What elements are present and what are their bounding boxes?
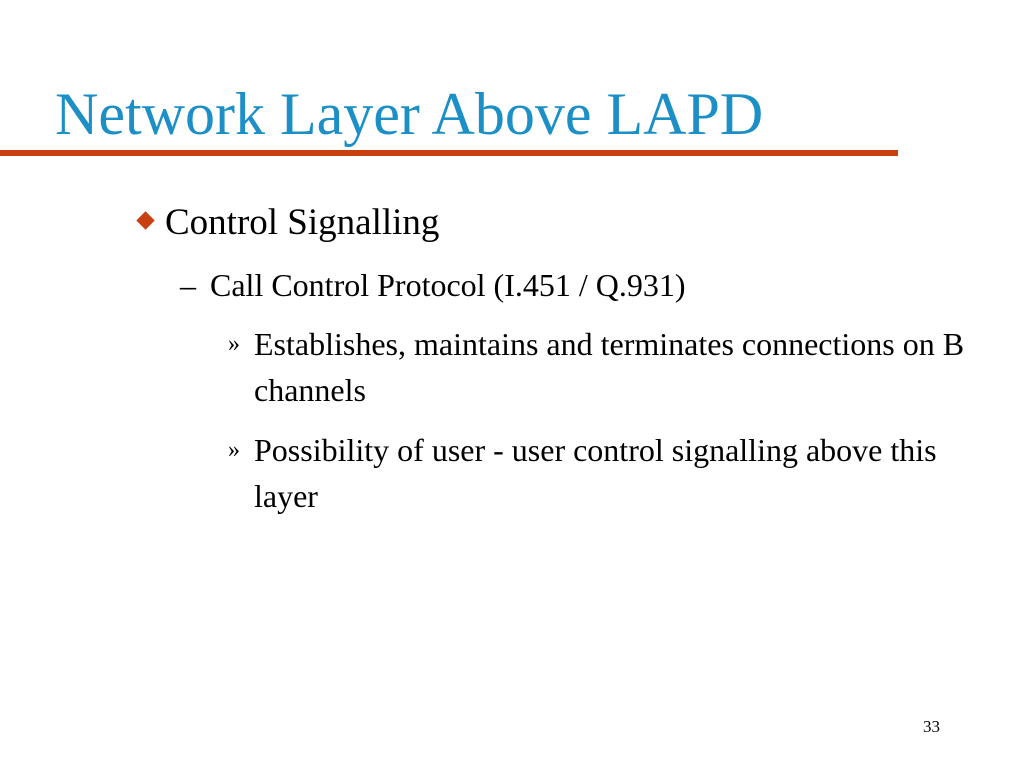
diamond-bullet-icon <box>136 211 154 229</box>
sub-sub-bullet-text: Establishes, maintains and terminates connections on B channels <box>254 326 965 408</box>
sub-sub-bullet-text: Possibility of user - user control signalling above this layer <box>254 432 937 514</box>
bullet-text: Control Signalling <box>165 202 440 243</box>
sub-bullet-text: Call Control Protocol (I.451 / Q.931) <box>210 267 686 303</box>
slide-page-number: 33 <box>923 717 940 736</box>
guillemet-bullet-marker: » <box>228 437 240 463</box>
dash-bullet-marker: – <box>180 267 196 303</box>
slide-title: Network Layer Above LAPD <box>55 81 764 147</box>
guillemet-bullet-marker: » <box>228 331 240 357</box>
title-underline-rule <box>0 150 898 156</box>
